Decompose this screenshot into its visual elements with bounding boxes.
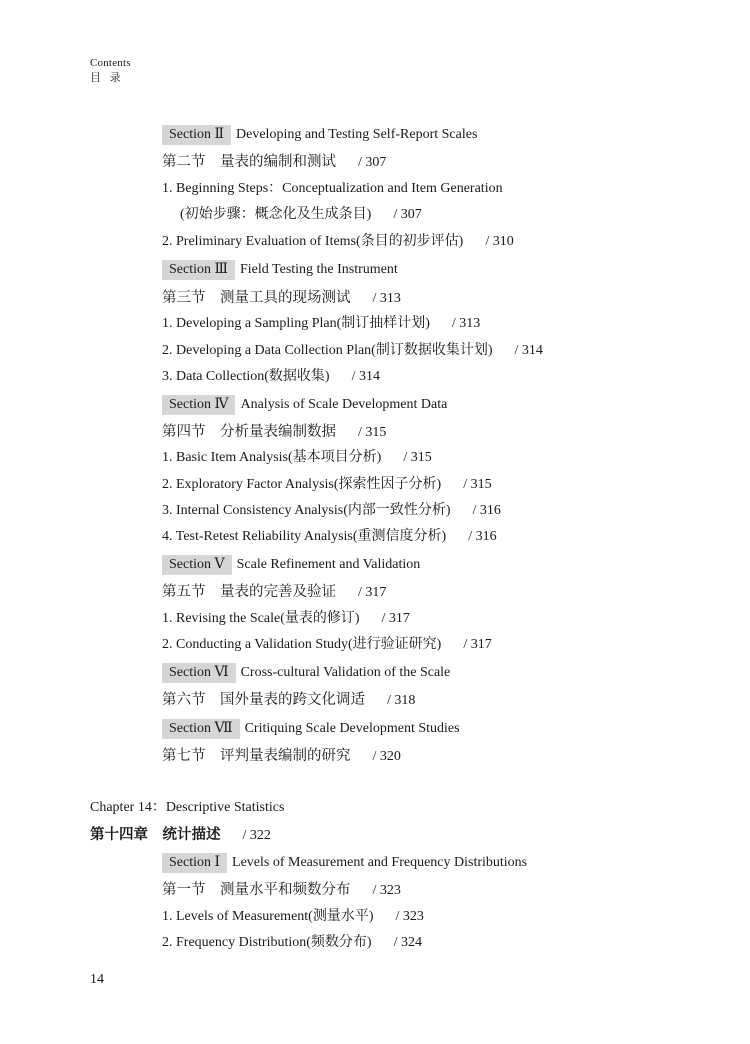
section-tag: Section Ⅱ: [162, 125, 231, 145]
toc-page-ref: / 315: [463, 477, 492, 492]
section-title: Levels of Measurement and Frequency Distributions: [232, 855, 528, 870]
section-title: Analysis of Scale Development Data: [240, 397, 448, 412]
toc-item-line: [162, 448, 432, 468]
section-tag: Section Ⅵ: [162, 663, 236, 683]
toc-entry-text: 第二节 量表的编制和测试: [162, 154, 336, 170]
section-tag: Section Ⅳ: [162, 395, 235, 415]
toc-entry-text: 1. Levels of Measurement(测量水平): [162, 909, 374, 924]
toc-item-line: [162, 527, 497, 547]
toc-entry-text: 第四节 分析量表编制数据: [162, 424, 336, 440]
toc-section-line: [162, 555, 420, 575]
toc-chapter-en-line: [90, 798, 284, 818]
header-contents-cn: 目 录: [90, 72, 124, 84]
toc-entry-text: 第五节 量表的完善及验证: [162, 584, 336, 600]
toc-page-ref: / 323: [372, 883, 401, 898]
toc-item-line: [162, 367, 380, 387]
toc-page-ref: / 313: [451, 316, 481, 331]
toc-page-ref: / 318: [387, 693, 416, 708]
toc-page-ref: / 324: [393, 935, 422, 950]
toc-entry-text: 第七节 评判量表编制的研究: [162, 748, 351, 764]
toc-cn-line: [162, 422, 386, 443]
toc-item-line: [162, 232, 514, 252]
toc-page-ref: / 313: [372, 291, 401, 306]
section-title: Developing and Testing Self-Report Scales: [236, 127, 478, 142]
toc-item-line: [162, 635, 492, 655]
toc-section-line: [162, 663, 450, 683]
toc-entry-text: Chapter 14：Descriptive Statistics: [90, 800, 285, 815]
section-title: Field Testing the Instrument: [240, 262, 398, 277]
toc-page-ref: / 317: [381, 611, 410, 626]
toc-item-line: [162, 907, 424, 927]
toc-item-cont-line: [180, 205, 422, 225]
toc-entry-text: 4. Test-Retest Reliability Analysis(重测信度分析): [162, 529, 447, 544]
toc-entry-text: 第三节 测量工具的现场测试: [162, 290, 351, 306]
toc-page-ref: / 315: [358, 425, 387, 440]
toc-cn-line: [162, 288, 401, 309]
toc-page-ref: / 322: [242, 828, 271, 843]
toc-item-line: [162, 314, 480, 334]
toc-cn-line: [162, 690, 415, 711]
toc-cn-line: [162, 152, 386, 173]
page-number: 14: [90, 972, 104, 987]
section-tag: Section Ⅶ: [162, 719, 240, 739]
toc-page-ref: / 307: [358, 155, 387, 170]
toc-page-ref: / 316: [472, 503, 501, 518]
toc-chapter-cn-line: [90, 825, 271, 846]
section-tag: Section Ⅲ: [162, 260, 235, 280]
toc-entry-text: (初始步骤：概念化及生成条目): [180, 207, 372, 222]
toc-entry-text: 第十四章 统计描述: [90, 827, 221, 843]
toc-section-line: [162, 125, 477, 145]
toc-item-line: [162, 179, 503, 199]
toc-section-line: [162, 853, 527, 873]
toc-entry-text: 1. Basic Item Analysis(基本项目分析): [162, 450, 382, 465]
running-header: [90, 56, 131, 86]
toc-item-line: [162, 933, 422, 953]
toc-page-ref: / 315: [403, 450, 432, 465]
header-contents-en: Contents: [90, 57, 131, 69]
toc-entry-text: 2. Preliminary Evaluation of Items(条目的初步评估): [162, 234, 464, 249]
toc-page-ref: / 314: [351, 369, 380, 384]
toc-item-line: [162, 609, 410, 629]
toc-entry-text: 2. Developing a Data Collection Plan(制订数据收集计划): [162, 343, 493, 358]
section-tag: Section Ⅴ: [162, 555, 232, 575]
toc-entry-text: 1. Developing a Sampling Plan(制订抽样计划): [162, 316, 430, 331]
toc-page-ref: / 307: [393, 207, 422, 222]
toc-page-ref: / 316: [468, 529, 497, 544]
toc-entry-text: 1. Revising the Scale(量表的修订): [162, 611, 360, 626]
toc-section-line: [162, 260, 398, 280]
toc-entry-text: 第一节 测量水平和频数分布: [162, 882, 351, 898]
toc-entry-text: 2. Conducting a Validation Study(进行验证研究): [162, 637, 442, 652]
toc-entry-text: 3. Data Collection(数据收集): [162, 369, 330, 384]
toc-item-line: [162, 501, 501, 521]
toc-section-line: [162, 719, 460, 739]
toc-entry-text: 1. Beginning Steps：Conceptualization and Item Generation: [162, 181, 503, 196]
toc-entry-text: 2. Exploratory Factor Analysis(探索性因子分析): [162, 477, 442, 492]
toc-page-ref: / 323: [395, 909, 424, 924]
toc-cn-line: [162, 746, 401, 767]
toc-item-line: [162, 475, 492, 495]
section-title: Scale Refinement and Validation: [236, 557, 421, 572]
toc-section-line: [162, 395, 447, 415]
toc-cn-line: [162, 880, 401, 901]
toc-page-ref: / 317: [358, 585, 387, 600]
section-title: Critiquing Scale Development Studies: [244, 721, 460, 736]
section-title: Cross-cultural Validation of the Scale: [240, 665, 451, 680]
toc-cn-line: [162, 582, 386, 603]
toc-entry-text: 2. Frequency Distribution(频数分布): [162, 935, 372, 950]
toc-page-ref: / 320: [372, 749, 401, 764]
section-tag: Section Ⅰ: [162, 853, 227, 873]
toc-entry-text: 第六节 国外量表的跨文化调适: [162, 692, 365, 708]
toc-entry-text: 3. Internal Consistency Analysis(内部一致性分析): [162, 503, 451, 518]
toc-page-ref: / 314: [514, 343, 543, 358]
toc-item-line: [162, 341, 543, 361]
toc-page-ref: / 317: [463, 637, 492, 652]
toc-page-ref: / 310: [485, 234, 514, 249]
